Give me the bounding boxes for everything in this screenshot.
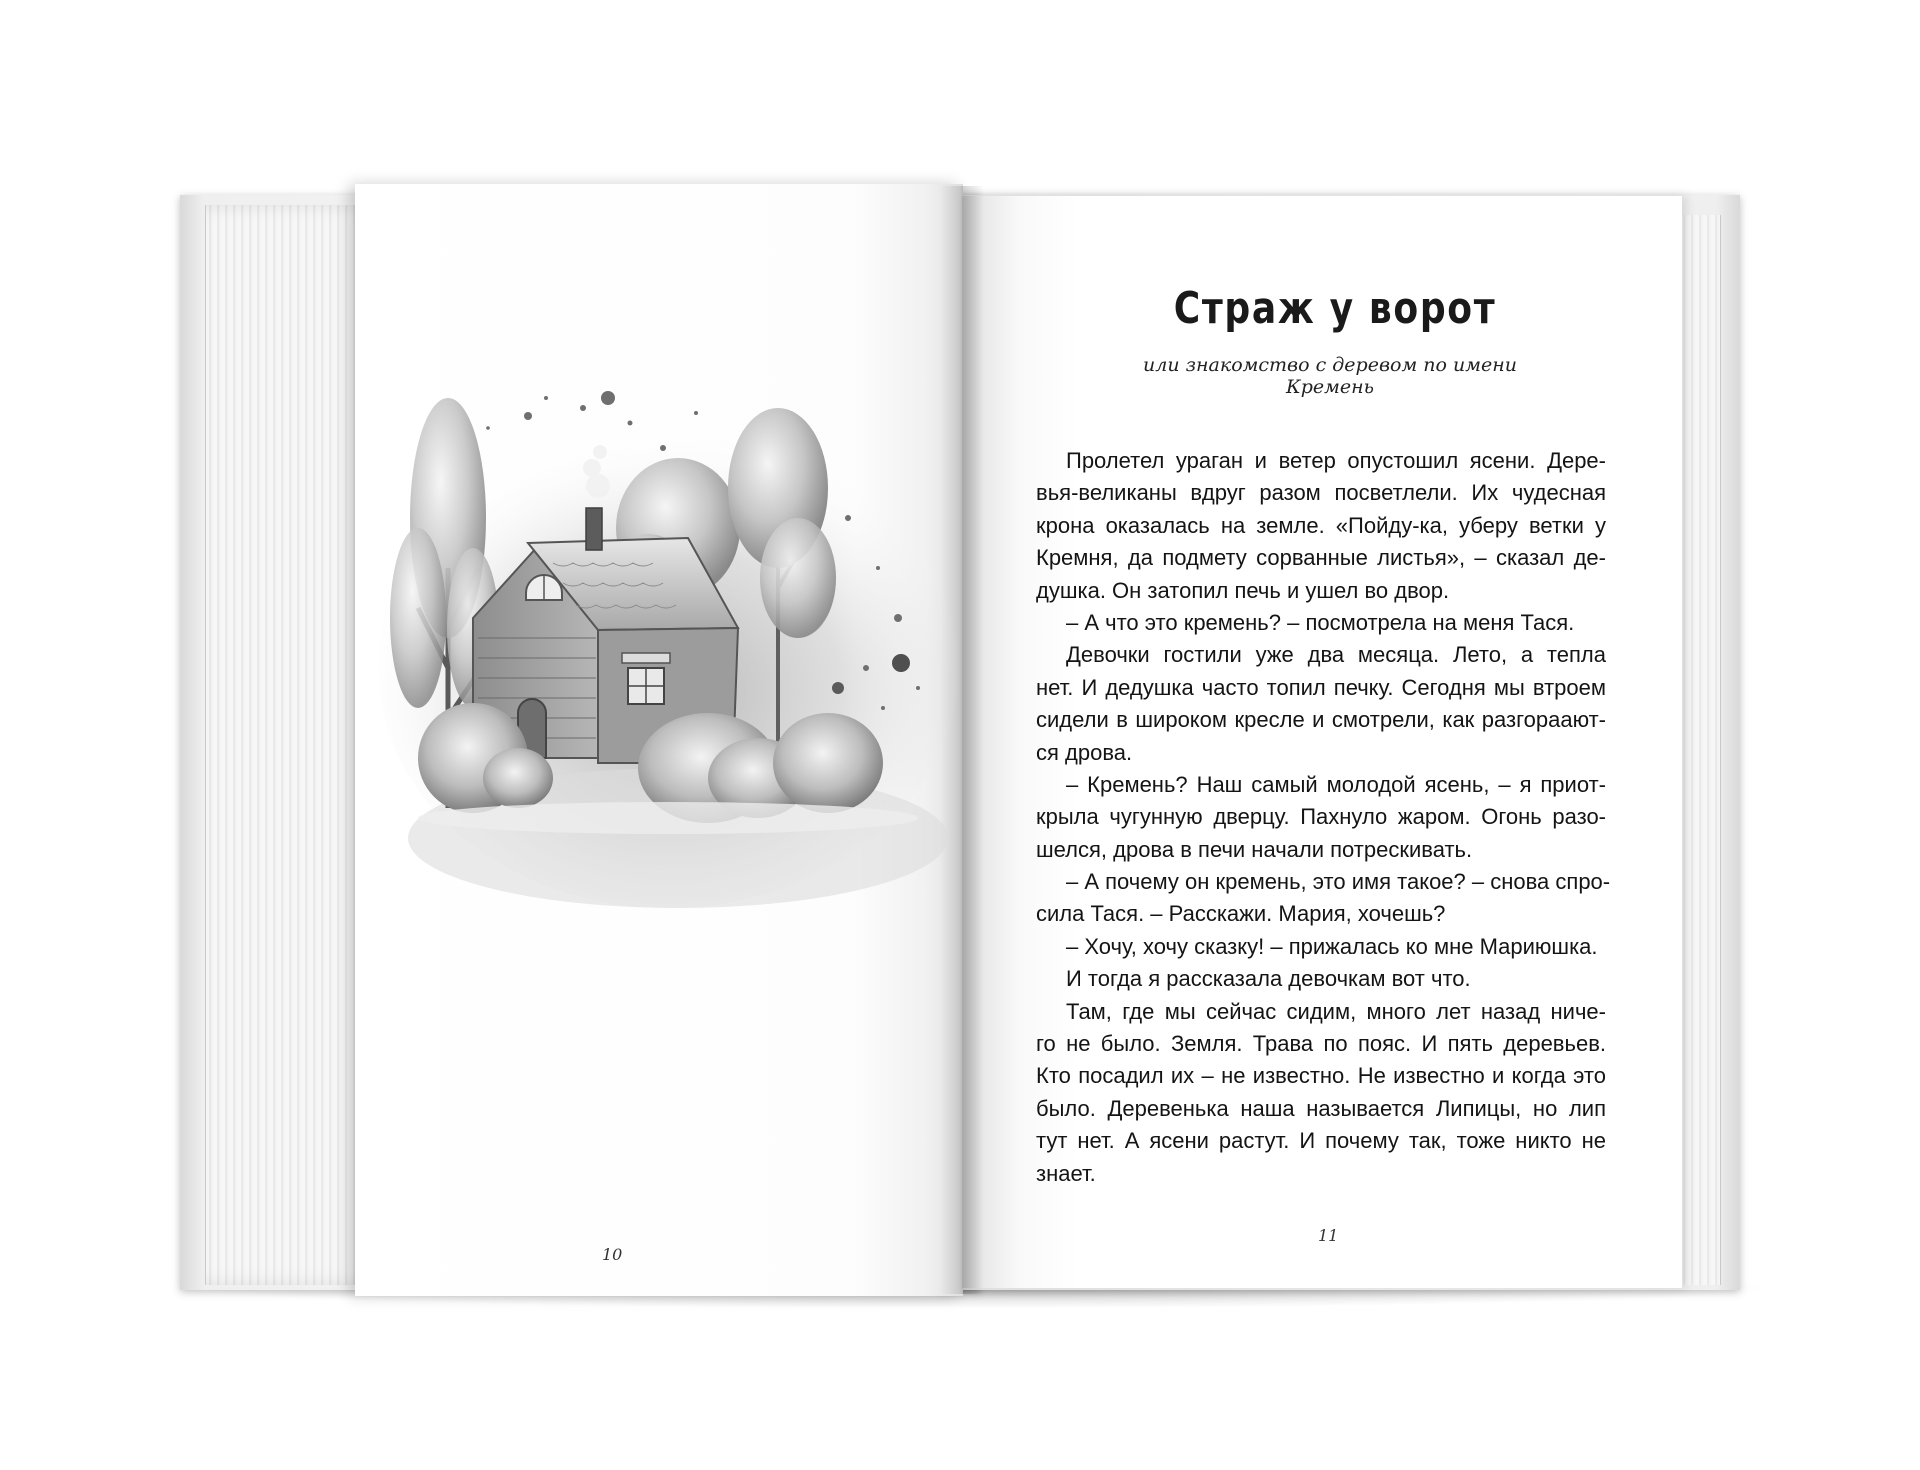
- text-line: Девочки гостили уже два месяца. Лето, а тепла: [1066, 642, 1606, 668]
- text-line: – Хочу, хочу сказку! – прижалась ко мне Мариюшка.: [1066, 933, 1598, 959]
- chapter-subtitle: или знакомство с деревом по имени Кремень: [1143, 354, 1517, 398]
- text-line: – Кремень? Наш самый молодой ясень, – я приот-: [1066, 771, 1606, 797]
- text-line: Пролетел ураган и ветер опустошил ясени. Дере-: [1066, 448, 1606, 473]
- text-line: знает.: [1036, 1160, 1096, 1186]
- chapter-title: Страж у ворот: [1173, 283, 1497, 334]
- text-line: Кремня, да подмету сорванные листья», – сказал де-: [1036, 545, 1606, 571]
- page-stack-left: [205, 205, 376, 1285]
- text-line: Кто посадил их – не известно. Не известно и когда это: [1036, 1063, 1606, 1089]
- text-line: нет. И дедушка часто топил печку. Сегодня мы втроем: [1036, 674, 1606, 700]
- text-line: крыла чугунную дверцу. Пахнуло жаром. Огонь разо-: [1036, 804, 1606, 830]
- text-line: Там, где мы сейчас сидим, много лет назад ниче-: [1066, 998, 1606, 1024]
- page-number-left: 10: [602, 1245, 623, 1264]
- text-line: душка. Он затопил печь и ушел во двор.: [1036, 577, 1450, 603]
- text-line: сила Тася. – Расскажи. Мария, хочешь?: [1036, 901, 1446, 927]
- text-line: шелся, дрова в печи начали потрескивать.: [1036, 836, 1473, 862]
- chapter-body-text: [1036, 445, 1611, 1190]
- house-among-trees-illustration: [378, 368, 958, 928]
- text-line: – А что это кремень? – посмотрела на меня Тася.: [1066, 609, 1575, 635]
- text-line: вья-великаны вдруг разом посветлели. Их чудесная: [1036, 480, 1606, 506]
- text-line: ся дрова.: [1036, 739, 1133, 765]
- text-line: го не было. Земля. Трава по пояс. И пять деревьев.: [1036, 1031, 1606, 1057]
- text-line: сидели в широком кресле и смотрели, как разгораают-: [1036, 707, 1606, 733]
- text-line: тут нет. А ясени растут. И почему так, тоже никто не: [1036, 1128, 1606, 1154]
- page-stack-right: [1680, 215, 1721, 1285]
- page-number-right: 11: [1318, 1226, 1339, 1245]
- text-line: – А почему он кремень, это имя такое? – снова спро-: [1066, 869, 1611, 895]
- text-line: крона оказалась на земле. «Пойду-ка, уберу ветки у: [1036, 512, 1606, 538]
- text-line: было. Деревенька наша называется Липицы, но лип: [1036, 1095, 1606, 1121]
- text-line: И тогда я рассказала девочкам вот что.: [1066, 966, 1471, 992]
